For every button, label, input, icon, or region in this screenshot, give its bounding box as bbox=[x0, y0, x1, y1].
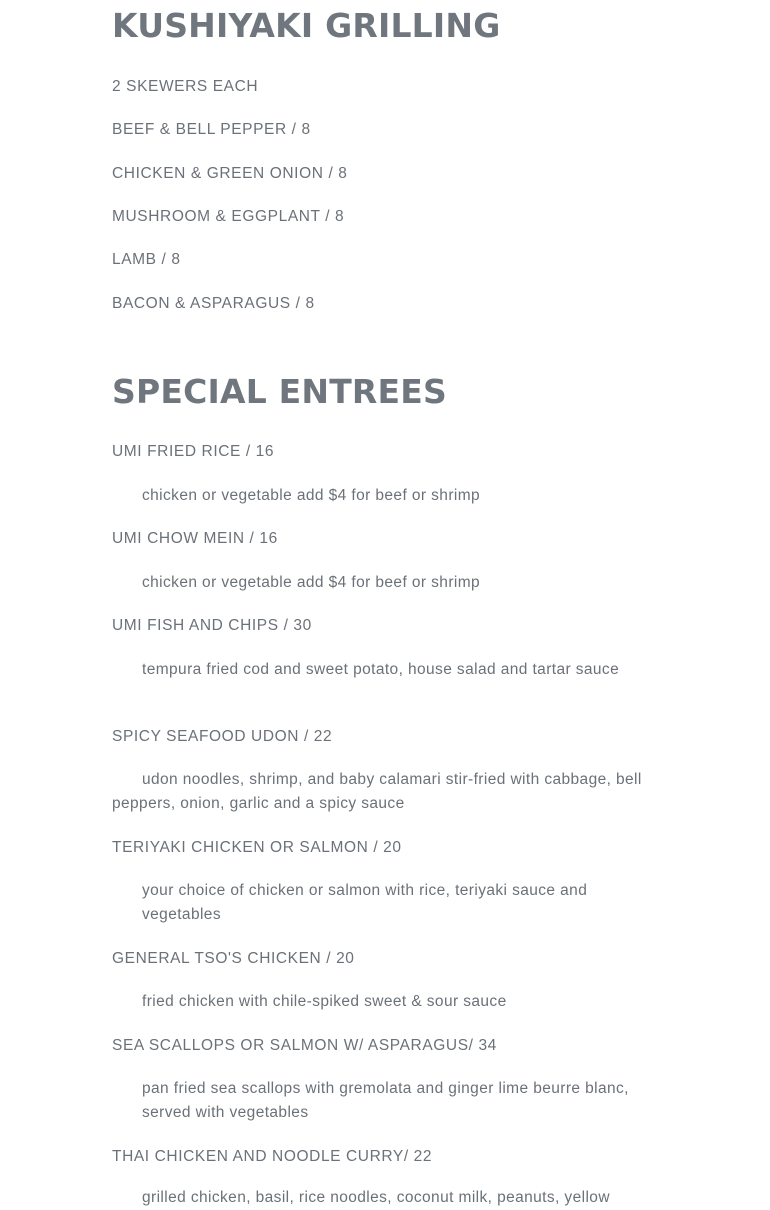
menu-item-bacon-asparagus: BACON & ASPARAGUS / 8 bbox=[112, 295, 315, 312]
menu-item-sea-scallops-or-salmon: SEA SCALLOPS OR SALMON W/ ASPARAGUS/ 34 bbox=[112, 1037, 497, 1054]
menu-item-teriyaki-chicken-or-salmon: TERIYAKI CHICKEN OR SALMON / 20 bbox=[112, 839, 402, 856]
menu-item-description: grilled chicken, basil, rice noodles, coconut milk, peanuts, yellow bbox=[142, 1189, 610, 1206]
menu-item-thai-chicken-noodle-curry: THAI CHICKEN AND NOODLE CURRY/ 22 bbox=[112, 1148, 433, 1165]
menu-item-general-tsos-chicken: GENERAL TSO'S CHICKEN / 20 bbox=[112, 950, 355, 967]
menu-item-lamb: LAMB / 8 bbox=[112, 251, 181, 268]
menu-item-chicken-green-onion: CHICKEN & GREEN ONION / 8 bbox=[112, 165, 348, 182]
menu-item-umi-chow-mein: UMI CHOW MEIN / 16 bbox=[112, 530, 278, 547]
menu-item-description: fried chicken with chile-spiked sweet & sour sauce bbox=[142, 993, 507, 1010]
menu-item-description: tempura fried cod and sweet potato, house salad and tartar sauce bbox=[142, 661, 620, 678]
menu-item-description: chicken or vegetable add $4 for beef or shrimp bbox=[142, 574, 481, 591]
menu-item-beef-bell-pepper: BEEF & BELL PEPPER / 8 bbox=[112, 121, 311, 138]
menu-item-spicy-seafood-udon: SPICY SEAFOOD UDON / 22 bbox=[112, 728, 333, 745]
section-title-special-entrees: SPECIAL ENTREES bbox=[112, 372, 447, 411]
menu-item-description: pan fried sea scallops with gremolata and ginger lime beurre blanc, served with vegetables bbox=[142, 1080, 629, 1121]
kushiyaki-note: 2 SKEWERS EACH bbox=[112, 78, 259, 95]
menu-item-description: your choice of chicken or salmon with rice, teriyaki sauce and vegetables bbox=[142, 882, 588, 923]
menu-item-mushroom-eggplant: MUSHROOM & EGGPLANT / 8 bbox=[112, 208, 345, 225]
section-title-kushiyaki: KUSHIYAKI GRILLING bbox=[112, 6, 501, 45]
menu-item-umi-fish-and-chips: UMI FISH AND CHIPS / 30 bbox=[112, 617, 312, 634]
menu-item-umi-fried-rice: UMI FRIED RICE / 16 bbox=[112, 443, 275, 460]
menu-item-description: udon noodles, shrimp, and baby calamari stir-fried with cabbage, bell peppers, onion, garlic and a spicy sauce bbox=[112, 771, 642, 812]
menu-item-description: chicken or vegetable add $4 for beef or shrimp bbox=[142, 487, 481, 504]
